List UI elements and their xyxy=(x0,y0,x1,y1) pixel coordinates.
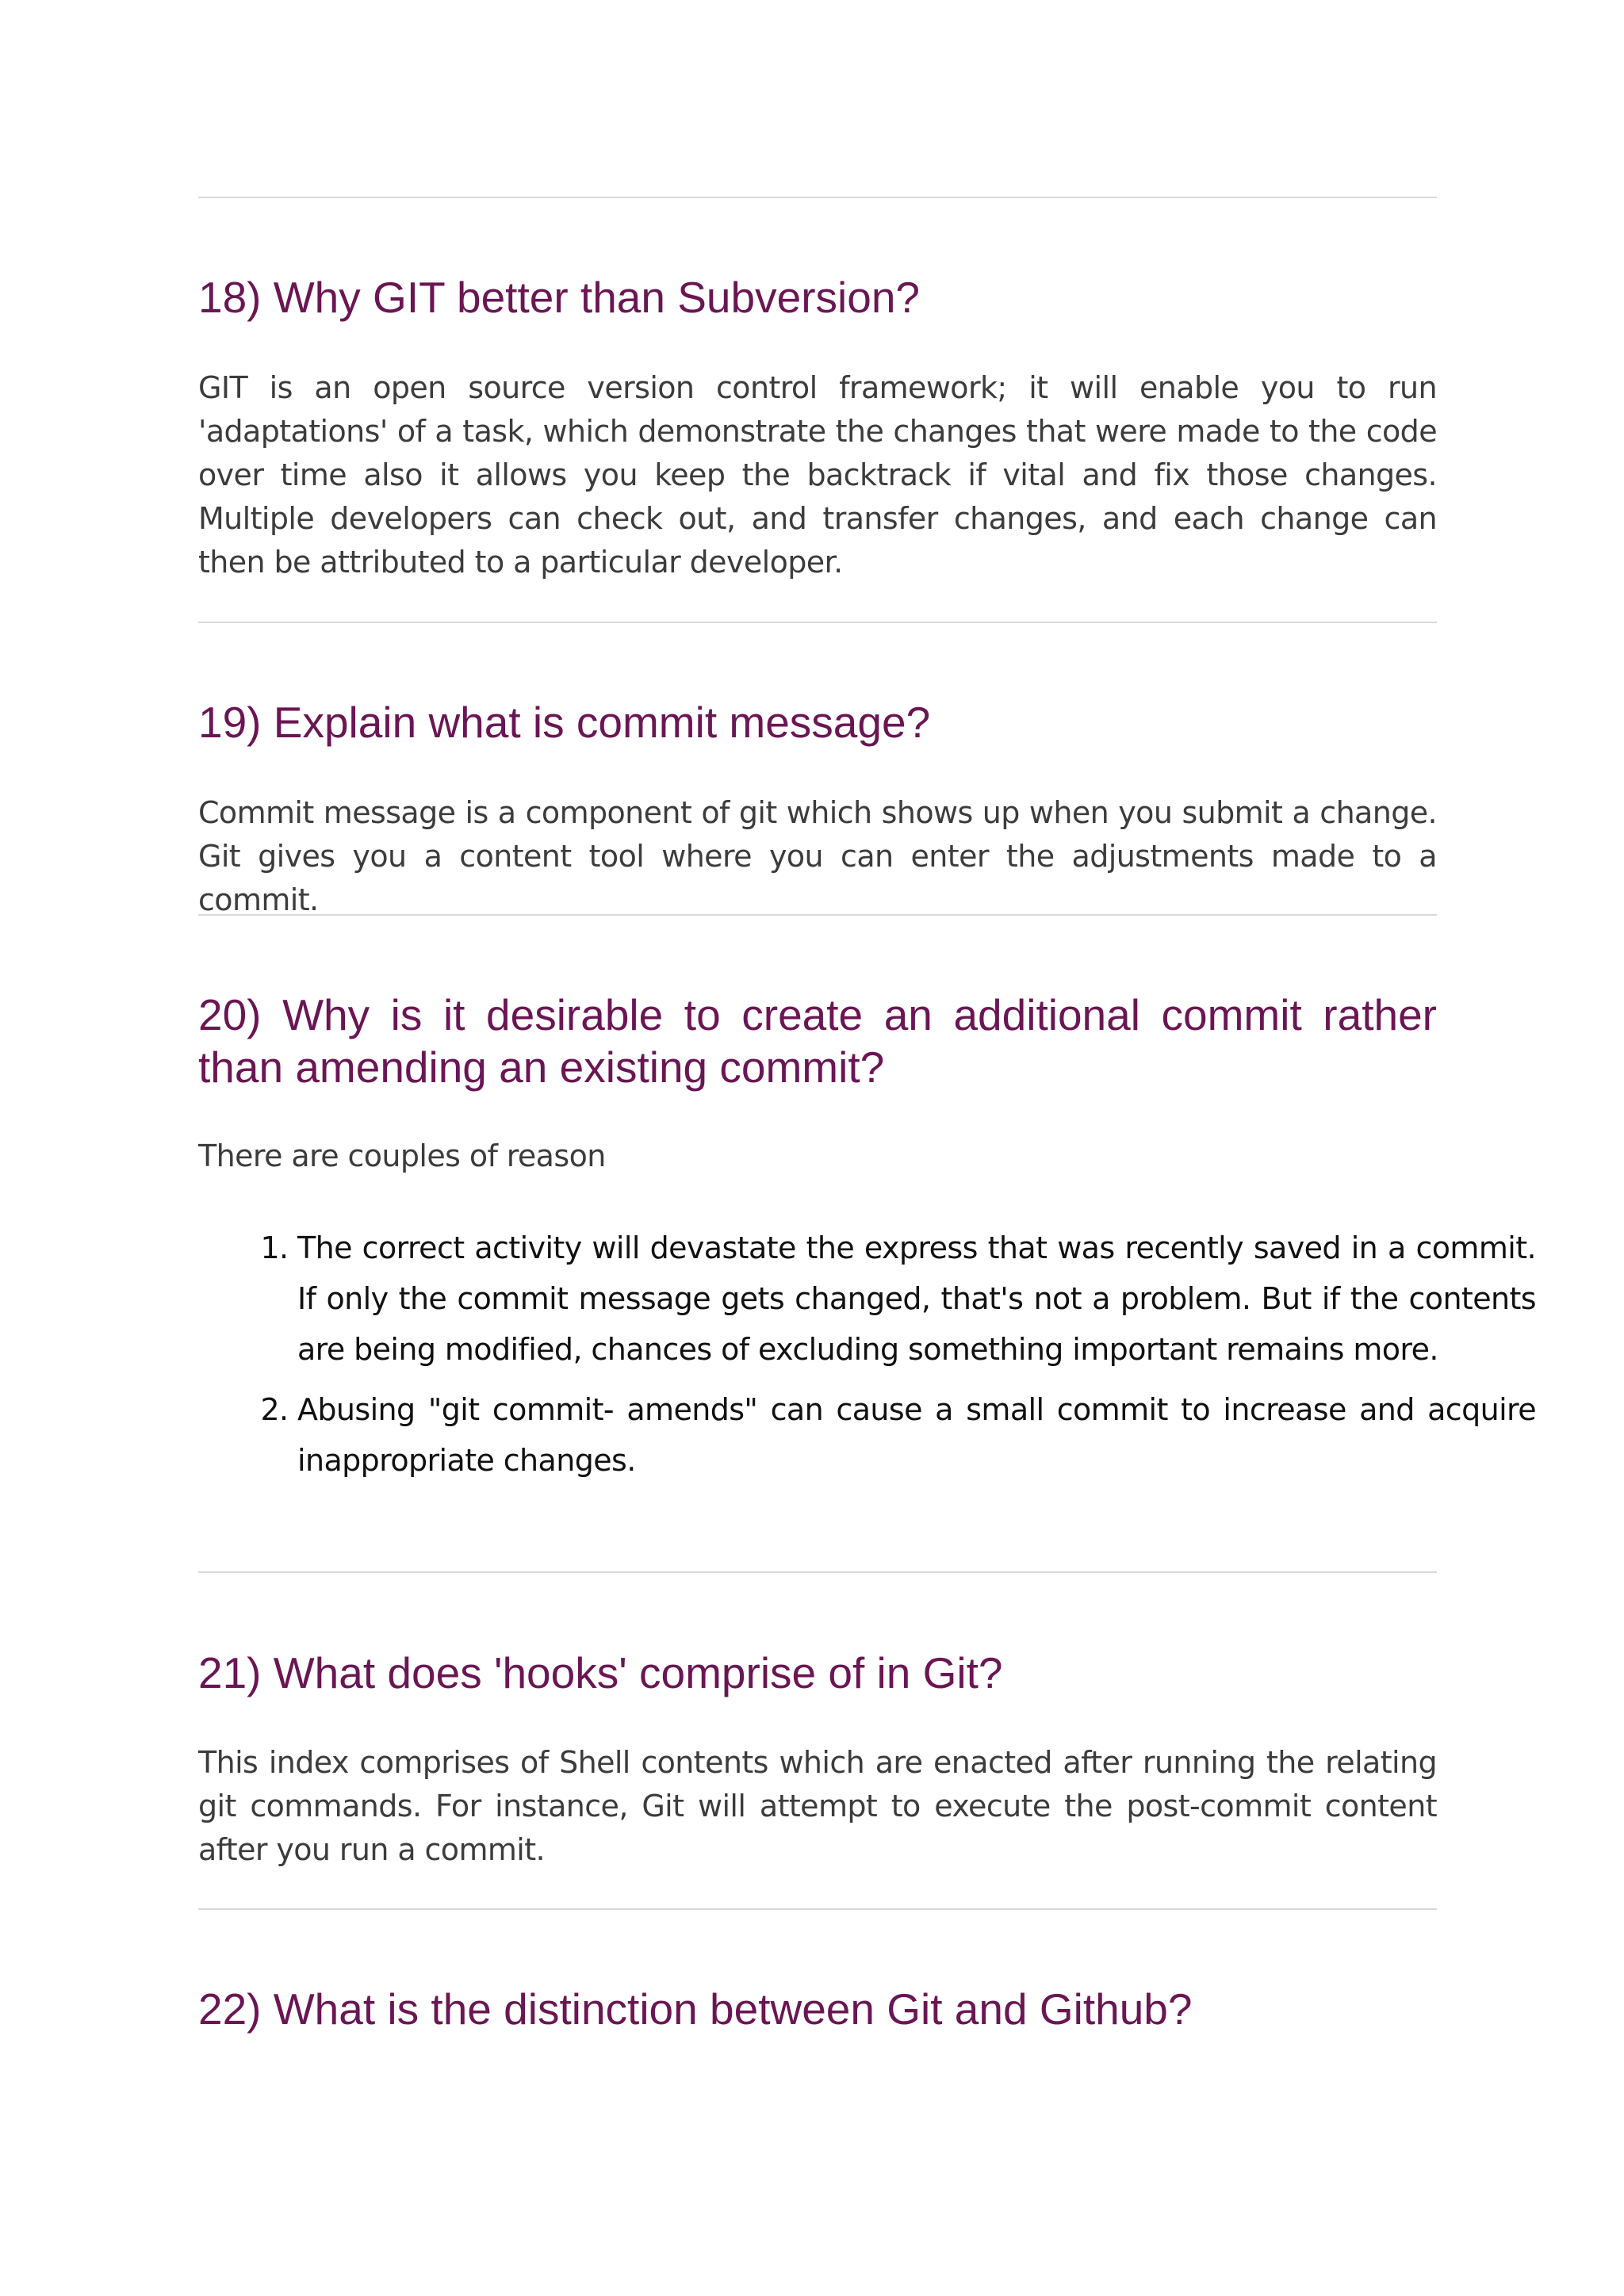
question-title-22: 22) What is the distinction between Git and Github? xyxy=(198,1984,1193,2034)
question-title-18: 18) Why GIT better than Subversion? xyxy=(198,273,920,322)
question-title-21: 21) What does 'hooks' comprise of in Git? xyxy=(198,1648,1003,1697)
section-divider xyxy=(198,1571,1437,1573)
answer-text-18: GIT is an open source version control framework; it will enable you to run 'adaptations' of a task, which demonstrate the changes that were made to the code over time also it allows you keep the backtrack if vital and fix those changes. Multiple developers can check out, and transfer changes, and each change can then be attributed to a particular developer. xyxy=(198,370,1437,580)
answer-text-21: This index comprises of Shell contents which are enacted after running the relating git commands. For instance, Git will attempt to execute the post-commit content after you run a commit. xyxy=(198,1745,1437,1867)
reason-item-2: 2. Abusing "git commit- amends" can cause a small commit to increase and acquire inappropriate changes. xyxy=(297,1384,1536,1486)
reason-list xyxy=(198,1223,1536,1495)
section-divider xyxy=(198,197,1437,198)
answer-intro-20: There are couples of reason xyxy=(198,1138,606,1173)
section-divider xyxy=(198,914,1437,916)
section-divider xyxy=(198,1908,1437,1910)
answer-text-19: Commit message is a component of git which shows up when you submit a change. Git gives you a content tool where you can enter the adjustments made to a commit. xyxy=(198,795,1437,917)
reason-item-1: 1. The correct activity will devastate the express that was recently saved in a commit. If only the commit message gets changed, that's not a problem. But if the contents are being modified, chances of excluding something important remains more. xyxy=(297,1223,1536,1375)
question-title-20: 20) Why is it desirable to create an additional commit rather than amending an existing commit? xyxy=(198,990,1437,1092)
section-divider xyxy=(198,622,1437,623)
question-title-19: 19) Explain what is commit message? xyxy=(198,698,931,747)
